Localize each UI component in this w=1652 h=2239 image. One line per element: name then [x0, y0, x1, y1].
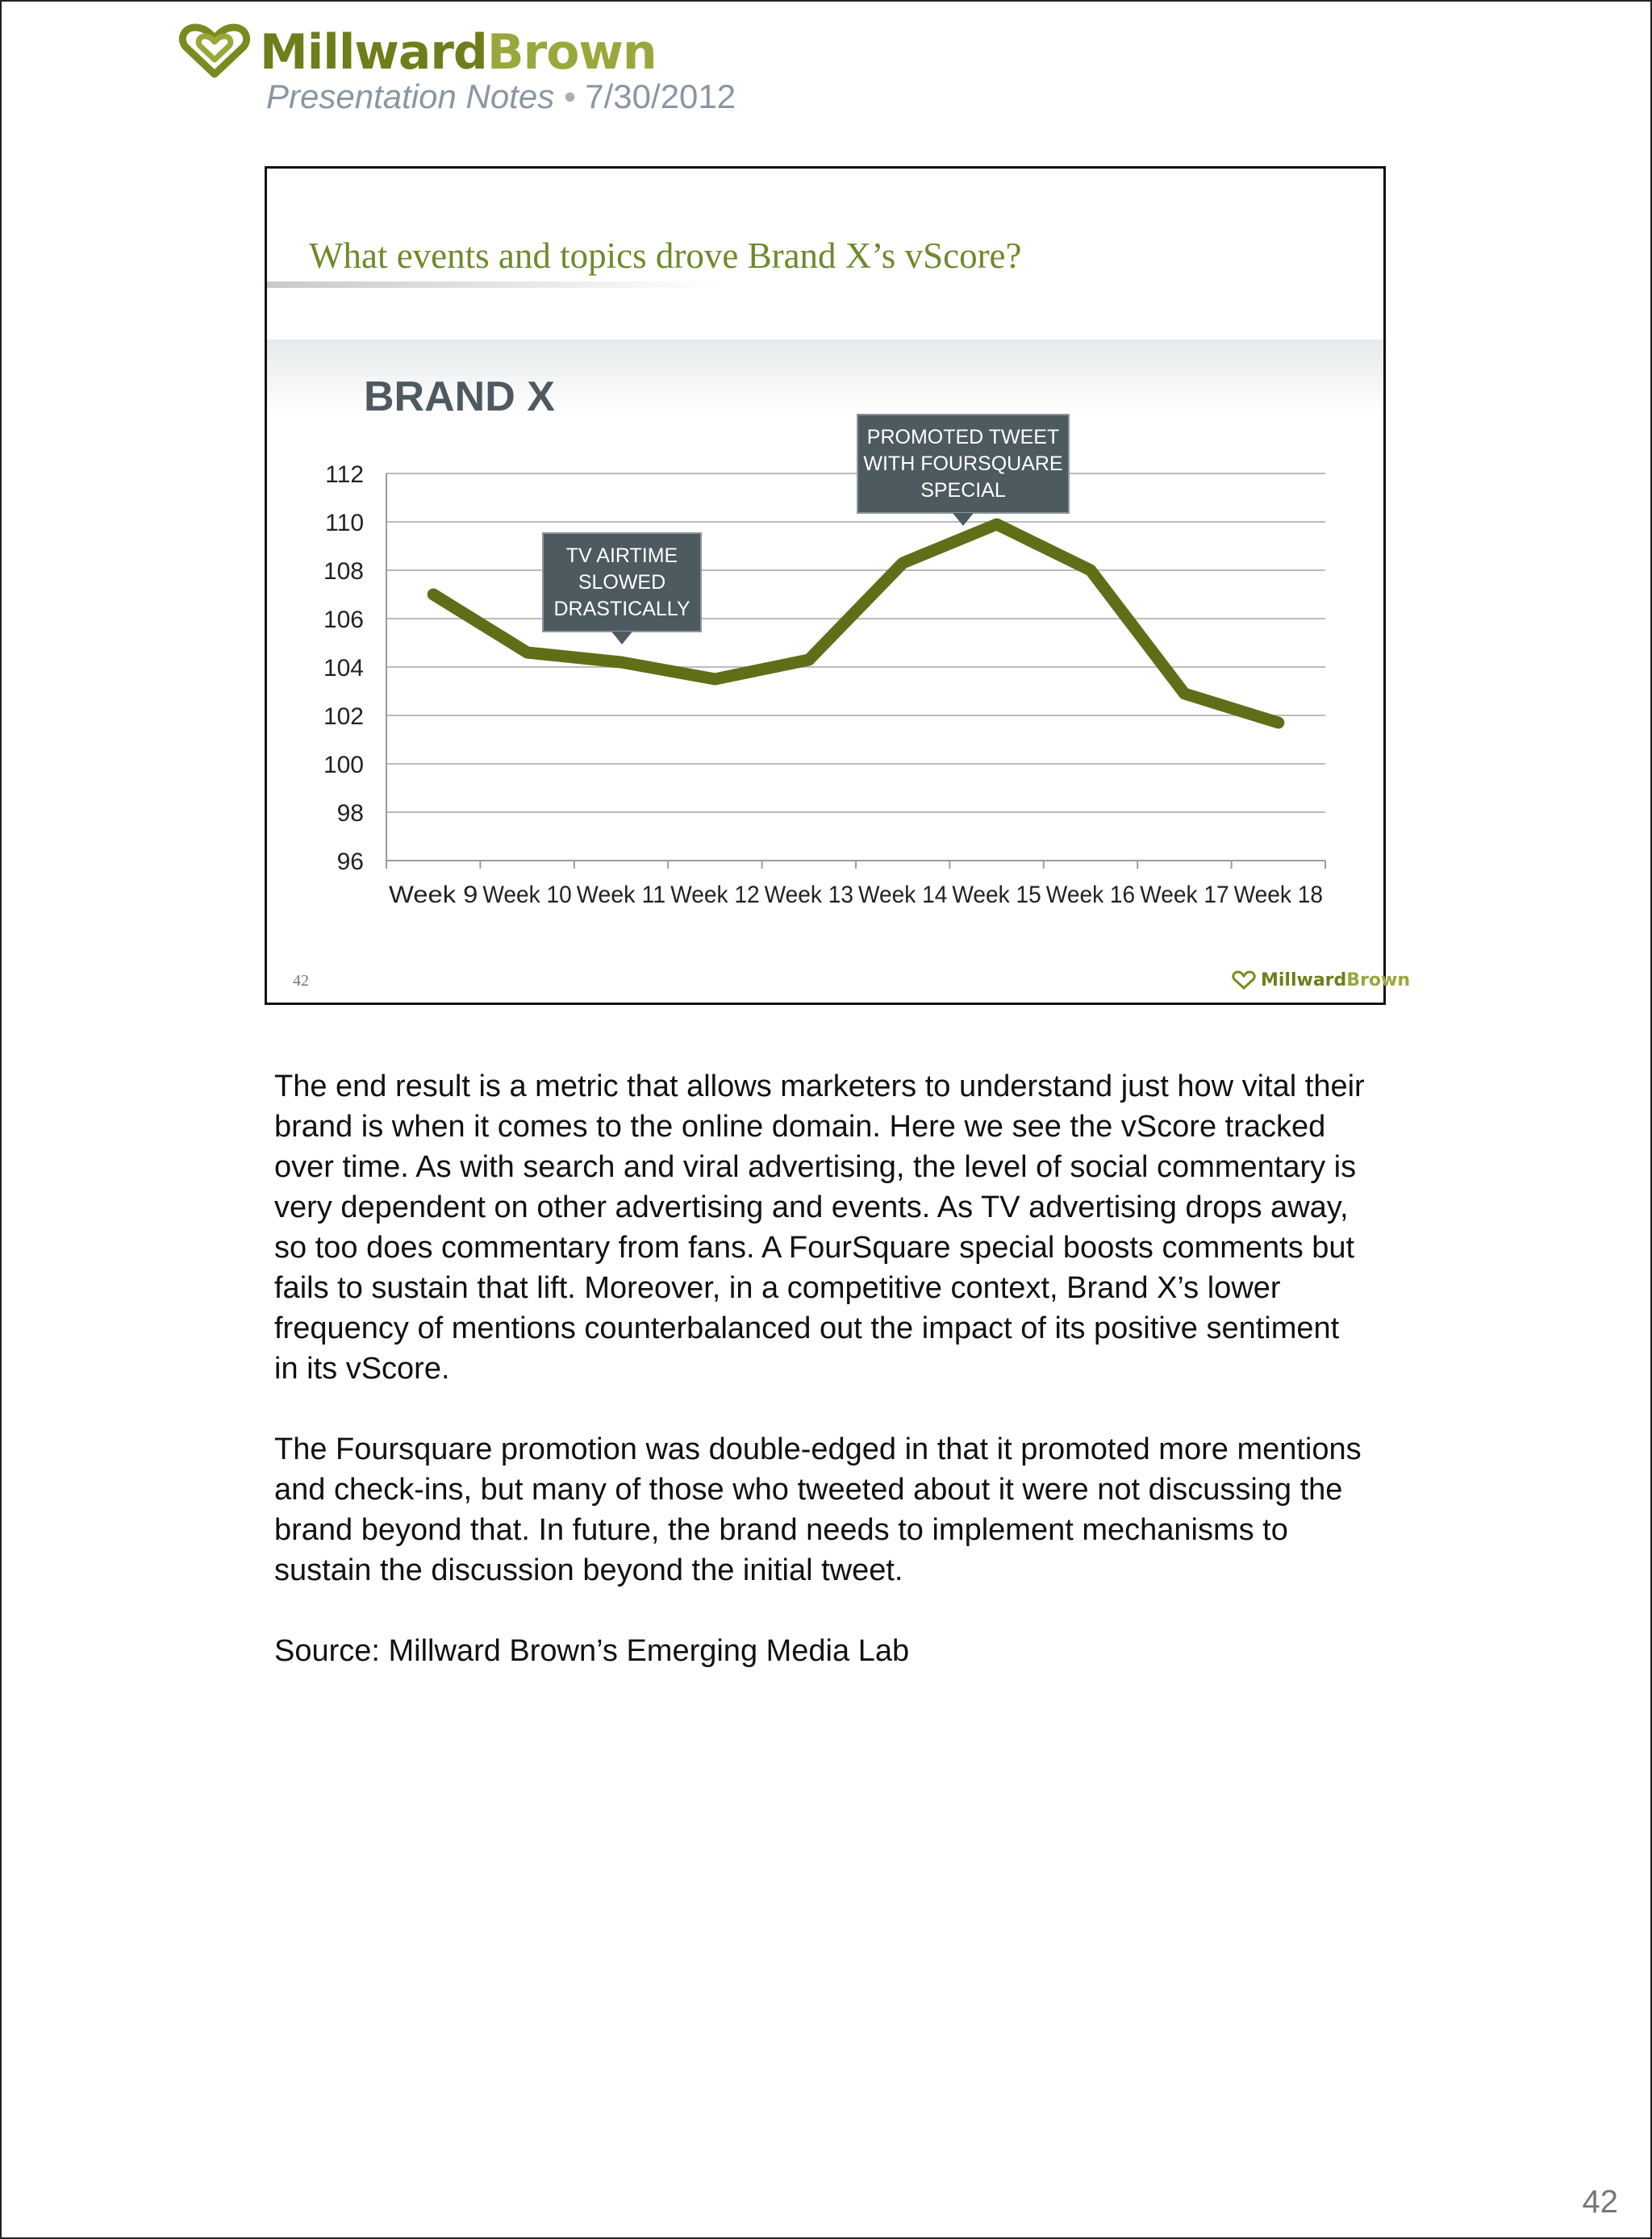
chart-title: BRAND X — [364, 373, 555, 420]
x-tick-label: Week 15 — [952, 882, 1041, 908]
y-tick-label: 98 — [336, 800, 364, 827]
y-tick-label: 110 — [325, 510, 364, 536]
page-number: 42 — [1582, 2184, 1618, 2220]
slide-number: 42 — [293, 972, 309, 990]
data-point — [432, 593, 435, 596]
notes-paragraph-2: The Foursquare promotion was double-edged in that it promoted more mentions and check-ins, but many of those who tweeted about it were not discussing the brand beyond that. In future, the brand needs to implement mechanisms to sustain the discussion beyond the initial tweet. — [274, 1432, 1362, 1587]
data-point — [1183, 692, 1186, 695]
data-point — [995, 523, 999, 526]
y-tick-label: 112 — [325, 461, 364, 488]
x-tick-label: Week 13 — [764, 882, 853, 908]
note-date: 7/30/2012 — [585, 77, 736, 115]
millward-brown-logo — [177, 24, 657, 81]
y-tick-label: 108 — [323, 558, 364, 585]
slide-title: What events and topics drove Brand X’s vScore? — [309, 236, 1022, 276]
slide-footer-logo: Millward Brown — [1232, 970, 1410, 990]
y-tick-label: 104 — [323, 655, 364, 682]
data-point — [526, 651, 529, 654]
data-point — [713, 678, 716, 681]
callout-text: PROMOTED TWEET — [866, 426, 1060, 448]
note-label: Presentation Notes — [266, 77, 555, 115]
separator: • — [563, 77, 576, 115]
data-point — [620, 661, 623, 664]
x-tick-label: Week 11 — [576, 882, 666, 908]
x-tick-label: Week 14 — [858, 882, 948, 908]
y-tick-label: 102 — [323, 703, 364, 730]
heart-logo-icon — [1232, 971, 1256, 990]
y-tick-label: 106 — [323, 607, 364, 633]
y-tick-label: 100 — [323, 752, 364, 778]
vscore-line-chart — [267, 169, 1383, 1003]
callout-text: WITH FOURSQUARE — [863, 452, 1063, 475]
y-tick-label: 96 — [336, 848, 364, 875]
slide-thumbnail — [265, 166, 1411, 1005]
x-tick-label: Week 10 — [482, 882, 572, 908]
data-point — [1277, 721, 1280, 724]
logo-wordmark: MillwardBrown — [260, 24, 657, 81]
data-point — [807, 658, 811, 661]
callout-text: SPECIAL — [920, 479, 1006, 502]
notes-source: Source: Millward Brown’s Emerging Media Lab — [274, 1634, 910, 1668]
speaker-notes — [274, 1066, 1371, 1712]
callout-text: DRASTICALLY — [553, 598, 690, 620]
x-tick-label: Week 9 — [389, 882, 478, 908]
callout-pointer — [953, 513, 974, 526]
callout-text: SLOWED — [578, 571, 666, 594]
x-tick-label: Week 18 — [1233, 882, 1324, 908]
data-point — [1089, 569, 1092, 572]
notes-paragraph-1: The end result is a metric that allows marketers to understand just how vital their brand is when it comes to the online domain. Here we see the vScore tracked over time. As with search and viral advertising, the level of social commentary is very dependent on other advertising and events. As TV advertising drops away, so too does commentary from fans. A FourSquare special boosts comments but fails to sustain that lift. Moreover, in a competitive context, Brand X’s lower frequency of mentions counterbalanced out the impact of its positive sentiment in its vScore. — [274, 1069, 1365, 1386]
data-point — [901, 561, 904, 565]
x-tick-label: Week 12 — [670, 882, 760, 908]
presentation-notes-header — [266, 77, 736, 116]
heart-logo-icon — [177, 24, 252, 81]
x-tick-label: Week 16 — [1045, 882, 1136, 908]
callout-text: TV AIRTIME — [565, 544, 678, 567]
callout-pointer — [611, 632, 632, 644]
x-tick-label: Week 17 — [1140, 882, 1229, 908]
